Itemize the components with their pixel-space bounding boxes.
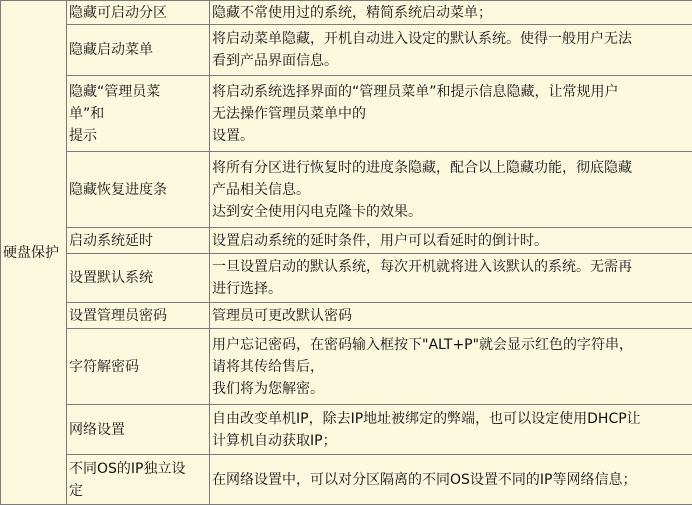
table-row <box>1 405 692 455</box>
feature-description-line: 我们将为您解密。 <box>212 380 324 397</box>
feature-description-cell <box>210 76 692 152</box>
feature-name-cell <box>67 254 210 303</box>
feature-name-line: 设置默认系统 <box>69 270 153 286</box>
feature-name-cell <box>67 405 210 455</box>
feature-description-line: 管理员可更改默认密码 <box>212 307 352 324</box>
feature-name-line: 定 <box>69 482 83 499</box>
feature-name-cell <box>67 329 210 405</box>
feature-description-line: 一旦设置启动的默认系统，每次开机就将进入该默认的系统。无需再 <box>212 259 632 275</box>
feature-description-line: 自由改变单机IP，除去IP地址被绑定的弊端，也可以设定使用DHCP让 <box>212 410 641 427</box>
feature-name-cell <box>67 455 210 505</box>
table-row <box>1 254 692 303</box>
feature-description-line: 将所有分区进行恢复时的进度条隐藏，配合以上隐藏功能，彻底隐藏 <box>212 159 632 176</box>
feature-description-line: 看到产品界面信息。 <box>212 53 338 69</box>
table-row <box>1 228 692 254</box>
feature-description-cell <box>210 405 692 455</box>
feature-description-line: 设置启动系统的延时条件，用户可以看延时的倒计时。 <box>212 232 548 249</box>
table-row <box>1 455 692 505</box>
feature-name-line: 隐藏可启动分区 <box>69 4 167 21</box>
feature-description-line: 在网络设置中，可以对分区隔离的不同OS设置不同的IP等网络信息； <box>212 471 637 488</box>
feature-name-cell <box>67 152 210 228</box>
feature-description-cell <box>210 254 692 303</box>
feature-description-line: 请将其传给售后， <box>212 358 324 375</box>
feature-name-cell <box>67 303 210 329</box>
feature-name-line: 提示 <box>69 127 97 144</box>
feature-name-line: 网络设置 <box>69 421 125 438</box>
table-row <box>1 1 692 25</box>
feature-name-line: 启动系统延时 <box>69 232 153 249</box>
table-row <box>1 303 692 329</box>
feature-description-line: 达到安全使用闪电克隆卡的效果。 <box>212 203 422 220</box>
feature-description-cell <box>210 455 692 505</box>
feature-description-line: 用户忘记密码，在密码输入框按下"ALT+P"就会显示红色的字符串， <box>212 336 634 353</box>
feature-description-line: 将启动菜单隐藏，开机自动进入设定的默认系统。使得一般用户无法 <box>212 31 632 47</box>
feature-name-line: 单”和 <box>69 105 105 122</box>
feature-description-cell <box>210 303 692 329</box>
feature-name-cell <box>67 1 210 25</box>
feature-name-line: 隐藏启动菜单 <box>69 42 153 58</box>
feature-description-cell <box>210 329 692 405</box>
feature-name-line: 隐藏恢复进度条 <box>69 181 167 198</box>
feature-description-line: 无法操作管理员菜单中的 <box>212 105 366 122</box>
feature-description-line: 进行选择。 <box>212 281 282 297</box>
feature-name-line: 字符解密码 <box>69 358 139 375</box>
feature-name-line: 不同OS的IP独立设 <box>69 460 186 477</box>
category-cell: 硬盘保护 <box>1 1 67 505</box>
feature-description-cell <box>210 152 692 228</box>
feature-name-cell <box>67 228 210 254</box>
feature-description-line: 设置。 <box>212 127 254 144</box>
feature-name-cell <box>67 76 210 152</box>
feature-description-cell <box>210 1 692 25</box>
table-row <box>1 76 692 152</box>
table-row <box>1 25 692 76</box>
table-row <box>1 152 692 228</box>
feature-name-cell <box>67 25 210 76</box>
feature-description-line: 计算机自动获取IP； <box>212 432 337 449</box>
feature-description-line: 产品相关信息。 <box>212 181 310 198</box>
feature-description-cell <box>210 228 692 254</box>
feature-name-line: 设置管理员密码 <box>69 307 167 324</box>
table-row <box>1 329 692 405</box>
feature-description-line: 隐藏不常使用过的系统，精简系统启动菜单； <box>212 4 492 21</box>
feature-description-cell <box>210 25 692 76</box>
feature-name-line: 隐藏“管理员菜 <box>69 83 161 100</box>
table-body <box>1 1 692 505</box>
feature-description-line: 将启动系统选择界面的“管理员菜单”和提示信息隐藏，让常规用户 <box>212 83 619 100</box>
